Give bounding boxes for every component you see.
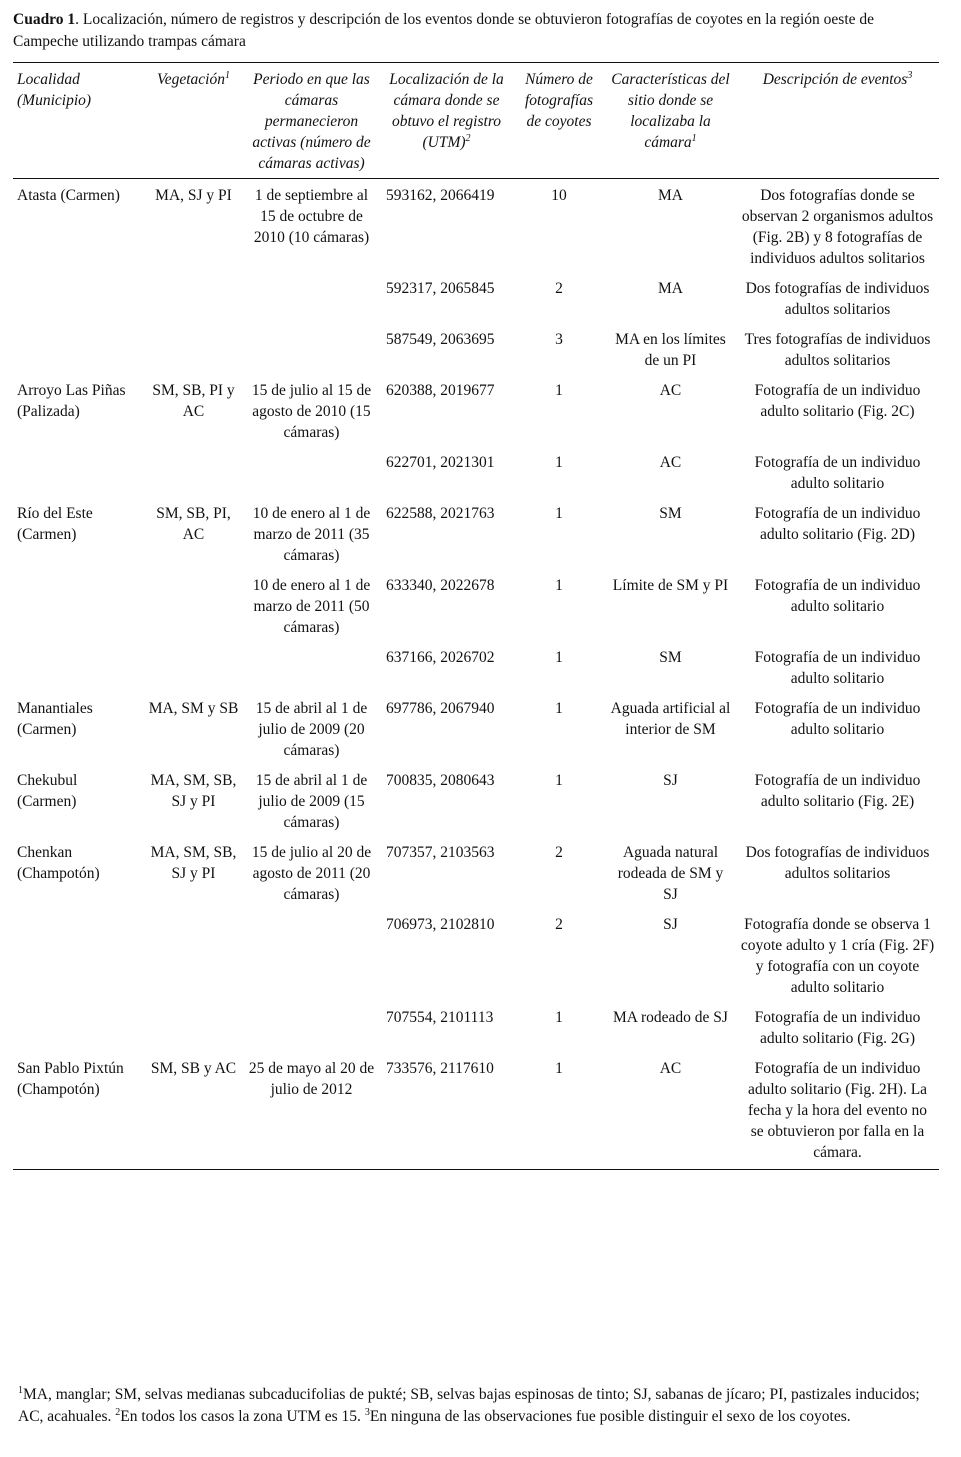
- cell-utm: 620388, 2019677: [386, 382, 495, 399]
- cell-numero: 1: [555, 1060, 563, 1077]
- cell-numero: 2: [555, 844, 563, 861]
- cell-numero: 2: [555, 916, 563, 933]
- cell-vegetacion: [144, 644, 243, 695]
- cell-descripcion: Fotografía de un individuo adulto solitario: [754, 700, 921, 738]
- cell-vegetacion: [144, 449, 243, 500]
- cell-periodo: [243, 1004, 380, 1055]
- cell-sitio: Aguada artificial al interior de SM: [610, 700, 731, 738]
- cell-numero: 1: [555, 649, 563, 666]
- cell-sitio: MA en los límites de un PI: [615, 331, 726, 369]
- cell-vegetacion: SM, SB, PI, AC: [156, 505, 231, 543]
- table-row: [13, 179, 939, 276]
- table-row: [13, 1004, 939, 1055]
- cell-numero: 1: [555, 505, 563, 522]
- table-row: [13, 839, 939, 911]
- cell-sitio: MA rodeado de SJ: [613, 1009, 728, 1026]
- cell-descripcion: Fotografía de un individuo adulto solitario (Fig. 2D): [754, 505, 921, 543]
- cell-vegetacion: [144, 911, 243, 1004]
- cell-sitio: SM: [659, 649, 682, 666]
- cell-periodo: 25 de mayo al 20 de julio de 2012: [248, 1060, 375, 1098]
- cell-utm: 707357, 2103563: [386, 844, 495, 861]
- cell-localidad: [13, 275, 144, 326]
- cell-vegetacion: MA, SM y SB: [148, 700, 239, 717]
- cell-localidad: [13, 326, 144, 377]
- table-row: [13, 449, 939, 500]
- table-row: [13, 377, 939, 449]
- footnote-1: MA, manglar; SM, selvas medianas subcaducifolias de pukté; SB, selvas bajas espinosas de tinto; SJ, sabanas de jícaro; PI, pastizales inducidos; AC, acahuales.: [18, 1386, 920, 1425]
- cell-numero: 1: [555, 700, 563, 717]
- cell-localidad: [13, 644, 144, 695]
- cell-vegetacion: SM, SB, PI y AC: [152, 382, 235, 420]
- cell-localidad: [13, 1004, 144, 1055]
- header-descripcion: Descripción de eventos$^3$: [736, 63, 939, 179]
- cell-numero: 3: [555, 331, 563, 348]
- cell-sitio: SM: [659, 505, 682, 522]
- cell-vegetacion: [144, 1004, 243, 1055]
- cell-sitio: Límite de SM y PI: [612, 577, 729, 594]
- cell-utm: 707554, 2101113: [386, 1009, 494, 1026]
- table-row: [13, 326, 939, 377]
- cell-numero: 1: [555, 1009, 563, 1026]
- cell-sitio: AC: [659, 382, 682, 399]
- cell-sitio: SJ: [663, 916, 678, 933]
- cell-numero: 2: [555, 280, 563, 297]
- cell-utm: 706973, 2102810: [386, 916, 495, 933]
- cell-periodo: 15 de abril al 1 de julio de 2009 (15 cámaras): [255, 772, 368, 831]
- header-row: [13, 63, 939, 179]
- cell-descripcion: Fotografía de un individuo adulto solitario (Fig. 2H). La fecha y la hora del evento no se obtuvieron por falla en la cámara.: [747, 1060, 928, 1161]
- cell-vegetacion: MA, SJ y PI: [155, 187, 232, 204]
- cell-utm: 633340, 2022678: [386, 577, 495, 594]
- cell-periodo: 15 de julio al 15 de agosto de 2010 (15 cámaras): [251, 382, 372, 441]
- cell-descripcion: Fotografía de un individuo adulto solitario (Fig. 2G): [754, 1009, 921, 1047]
- cell-vegetacion: MA, SM, SB, SJ y PI: [150, 844, 237, 882]
- cell-utm: 587549, 2063695: [386, 331, 495, 348]
- cell-vegetacion: [144, 275, 243, 326]
- cell-periodo: 15 de julio al 20 de agosto de 2011 (20 cámaras): [251, 844, 372, 903]
- cell-descripcion: Fotografía donde se observa 1 coyote adulto y 1 cría (Fig. 2F) y fotografía con un coyote adulto solitario: [740, 916, 935, 996]
- cell-descripcion: Dos fotografías de individuos adultos solitarios: [745, 280, 930, 318]
- cell-vegetacion: MA, SM, SB, SJ y PI: [150, 772, 237, 810]
- table-row: [13, 500, 939, 572]
- cell-periodo: [243, 911, 380, 1004]
- cell-sitio: AC: [659, 454, 682, 471]
- cell-numero: 1: [555, 454, 563, 471]
- cell-periodo: [243, 644, 380, 695]
- cell-utm: 593162, 2066419: [386, 187, 495, 204]
- cell-descripcion: Fotografía de un individuo adulto solitario (Fig. 2E): [754, 772, 921, 810]
- cell-utm: 622701, 2021301: [386, 454, 495, 471]
- cell-periodo: 1 de septiembre al 15 de octubre de 2010 (10 cámaras): [253, 187, 370, 246]
- cell-localidad: [13, 572, 144, 644]
- cell-sitio: MA: [658, 280, 683, 297]
- table-row: [13, 767, 939, 839]
- table-row: [13, 275, 939, 326]
- table-row: [13, 644, 939, 695]
- cell-periodo: 15 de abril al 1 de julio de 2009 (20 cámaras): [255, 700, 368, 759]
- cell-periodo: 10 de enero al 1 de marzo de 2011 (35 cámaras): [252, 505, 371, 564]
- header-vegetacion: Vegetación$^1$: [144, 63, 243, 179]
- cell-vegetacion: [144, 572, 243, 644]
- cell-numero: 1: [555, 382, 563, 399]
- cell-sitio: Aguada natural rodeada de SM y SJ: [617, 844, 724, 903]
- cell-localidad: Chenkan (Champotón): [17, 844, 100, 882]
- header-numero: Número de fotografías de coyotes: [513, 63, 605, 179]
- cell-periodo: 10 de enero al 1 de marzo de 2011 (50 cámaras): [252, 577, 371, 636]
- table-row: [13, 572, 939, 644]
- header-localidad: Localidad (Municipio): [13, 63, 144, 179]
- cell-vegetacion: SM, SB y AC: [150, 1060, 237, 1077]
- cell-numero: 10: [551, 187, 567, 204]
- footnote-2: En todos los casos la zona UTM es 15.: [120, 1408, 365, 1425]
- footnote-marker-2: 2: [115, 1406, 121, 1418]
- cell-descripcion: Fotografía de un individuo adulto solitario: [754, 577, 921, 615]
- coyote-records-table: [13, 62, 939, 1170]
- cell-localidad: Atasta (Carmen): [17, 187, 120, 204]
- cell-utm: 700835, 2080643: [386, 772, 495, 789]
- cell-sitio: MA: [658, 187, 683, 204]
- cell-periodo: [243, 275, 380, 326]
- cell-descripcion: Fotografía de un individuo adulto solitario (Fig. 2C): [754, 382, 921, 420]
- cell-utm: 697786, 2067940: [386, 700, 495, 717]
- cell-sitio: SJ: [663, 772, 678, 789]
- cell-descripcion: Tres fotografías de individuos adultos solitarios: [744, 331, 931, 369]
- cell-utm: 622588, 2021763: [386, 505, 495, 522]
- caption-label: Cuadro 1: [13, 11, 76, 28]
- cell-localidad: San Pablo Pixtún (Champotón): [17, 1060, 124, 1098]
- cell-periodo: [243, 326, 380, 377]
- table-row: [13, 911, 939, 1004]
- cell-utm: 637166, 2026702: [386, 649, 495, 666]
- cell-descripcion: Dos fotografías de individuos adultos solitarios: [745, 844, 930, 882]
- cell-descripcion: Dos fotografías donde se observan 2 organismos adultos (Fig. 2B) y 8 fotografías de individuos adultos solitarios: [741, 187, 934, 267]
- footnote-3: En ninguna de las observaciones fue posible distinguir el sexo de los coyotes.: [369, 1408, 851, 1425]
- cell-localidad: [13, 449, 144, 500]
- header-localizacion: Localización de la cámara donde se obtuvo el registro (UTM)$^2$: [380, 63, 513, 179]
- cell-numero: 1: [555, 772, 563, 789]
- header-periodo: Periodo en que las cámaras permanecieron activas (número de cámaras activas): [243, 63, 380, 179]
- cell-descripcion: Fotografía de un individuo adulto solitario: [754, 454, 921, 492]
- table-caption: [13, 9, 938, 53]
- table-row: [13, 695, 939, 767]
- cell-descripcion: Fotografía de un individuo adulto solitario: [754, 649, 921, 687]
- footnote-marker-3: 3: [364, 1406, 370, 1418]
- cell-numero: 1: [555, 577, 563, 594]
- cell-localidad: [13, 911, 144, 1004]
- cell-sitio: AC: [659, 1060, 682, 1077]
- caption-text: . Localización, número de registros y descripción de los eventos donde se obtuvieron fotografías de coyotes en la región oeste de Campeche utilizando trampas cámara: [13, 11, 875, 50]
- header-caracteristicas: Características del sitio donde se localizaba la cámara$^1$: [605, 63, 736, 179]
- table-footnotes: [18, 1384, 938, 1428]
- cell-localidad: Chekubul (Carmen): [17, 772, 78, 810]
- cell-utm: 733576, 2117610: [386, 1060, 494, 1077]
- footnote-marker-1: 1: [18, 1384, 23, 1396]
- cell-periodo: [243, 449, 380, 500]
- cell-vegetacion: [144, 326, 243, 377]
- cell-localidad: Manantiales (Carmen): [17, 700, 93, 738]
- table-row: [13, 1055, 939, 1170]
- cell-utm: 592317, 2065845: [386, 280, 495, 297]
- cell-localidad: Arroyo Las Piñas (Palizada): [17, 382, 126, 420]
- cell-localidad: Río del Este (Carmen): [17, 505, 93, 543]
